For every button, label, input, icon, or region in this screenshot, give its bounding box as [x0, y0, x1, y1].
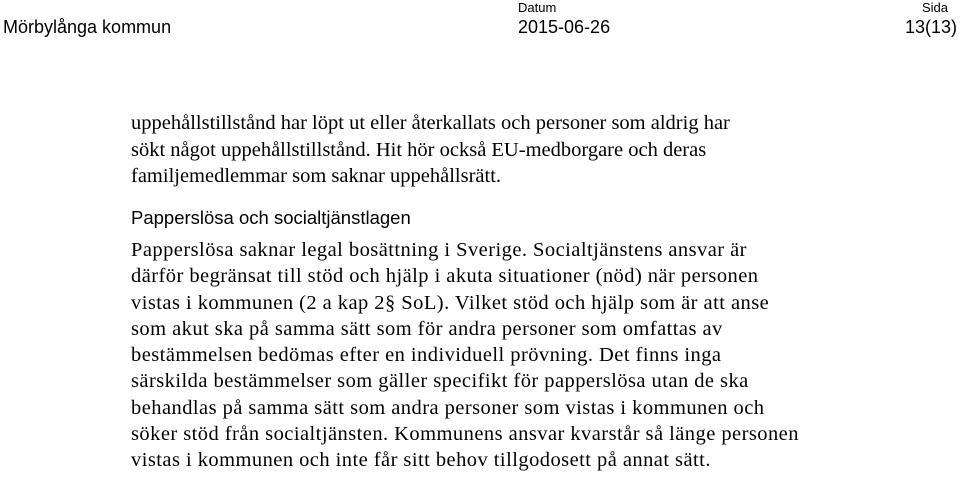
text-line: Papperslösa saknar legal bosättning i Sverige. Socialtjänstens ansvar är — [131, 239, 747, 261]
date-value: 2015-06-26 — [518, 17, 611, 37]
text-line: sökt något uppehållstillstånd. Hit hör också EU-medborgare och deras — [131, 138, 707, 161]
text-line: behandlas på samma sätt som andra personer som vistas i kommunen och — [131, 396, 765, 419]
paragraph-intro — [131, 110, 911, 190]
text-line: som akut ska på samma sätt som för andra personer som omfattas av — [131, 317, 723, 340]
section-heading: Papperslösa och socialtjänstlagen — [131, 207, 411, 228]
text-line: uppehållstillstånd har löpt ut eller återkallats och personer som aldrig har — [131, 112, 730, 134]
text-line: vistas i kommunen och inte får sitt behov tillgodosett på annat sätt. — [131, 449, 711, 472]
page-number: 13(13) — [905, 17, 958, 37]
organization-name: Mörbylånga kommun — [3, 17, 172, 37]
text-line: därför begränsat till stöd och hjälp i akuta situationer (nöd) när personen — [131, 265, 759, 288]
text-line: familjemedlemmar som saknar uppehållsrätt. — [131, 165, 502, 188]
text-line: bestämmelsen bedömas efter en individuell prövning. Det finns inga — [131, 344, 722, 367]
text-line: söker stöd från socialtjänsten. Kommunens ansvar kvarstår så länge personen — [131, 423, 799, 446]
text-line: vistas i kommunen (2 a kap 2§ SoL). Vilket stöd och hjälp som är att anse — [131, 291, 770, 314]
page-label: Sida — [922, 0, 949, 15]
paragraph-body — [131, 237, 911, 474]
text-line: särskilda bestämmelser som gäller specifikt för papperslösa utan de ska — [131, 370, 749, 393]
date-label: Datum — [518, 0, 557, 15]
